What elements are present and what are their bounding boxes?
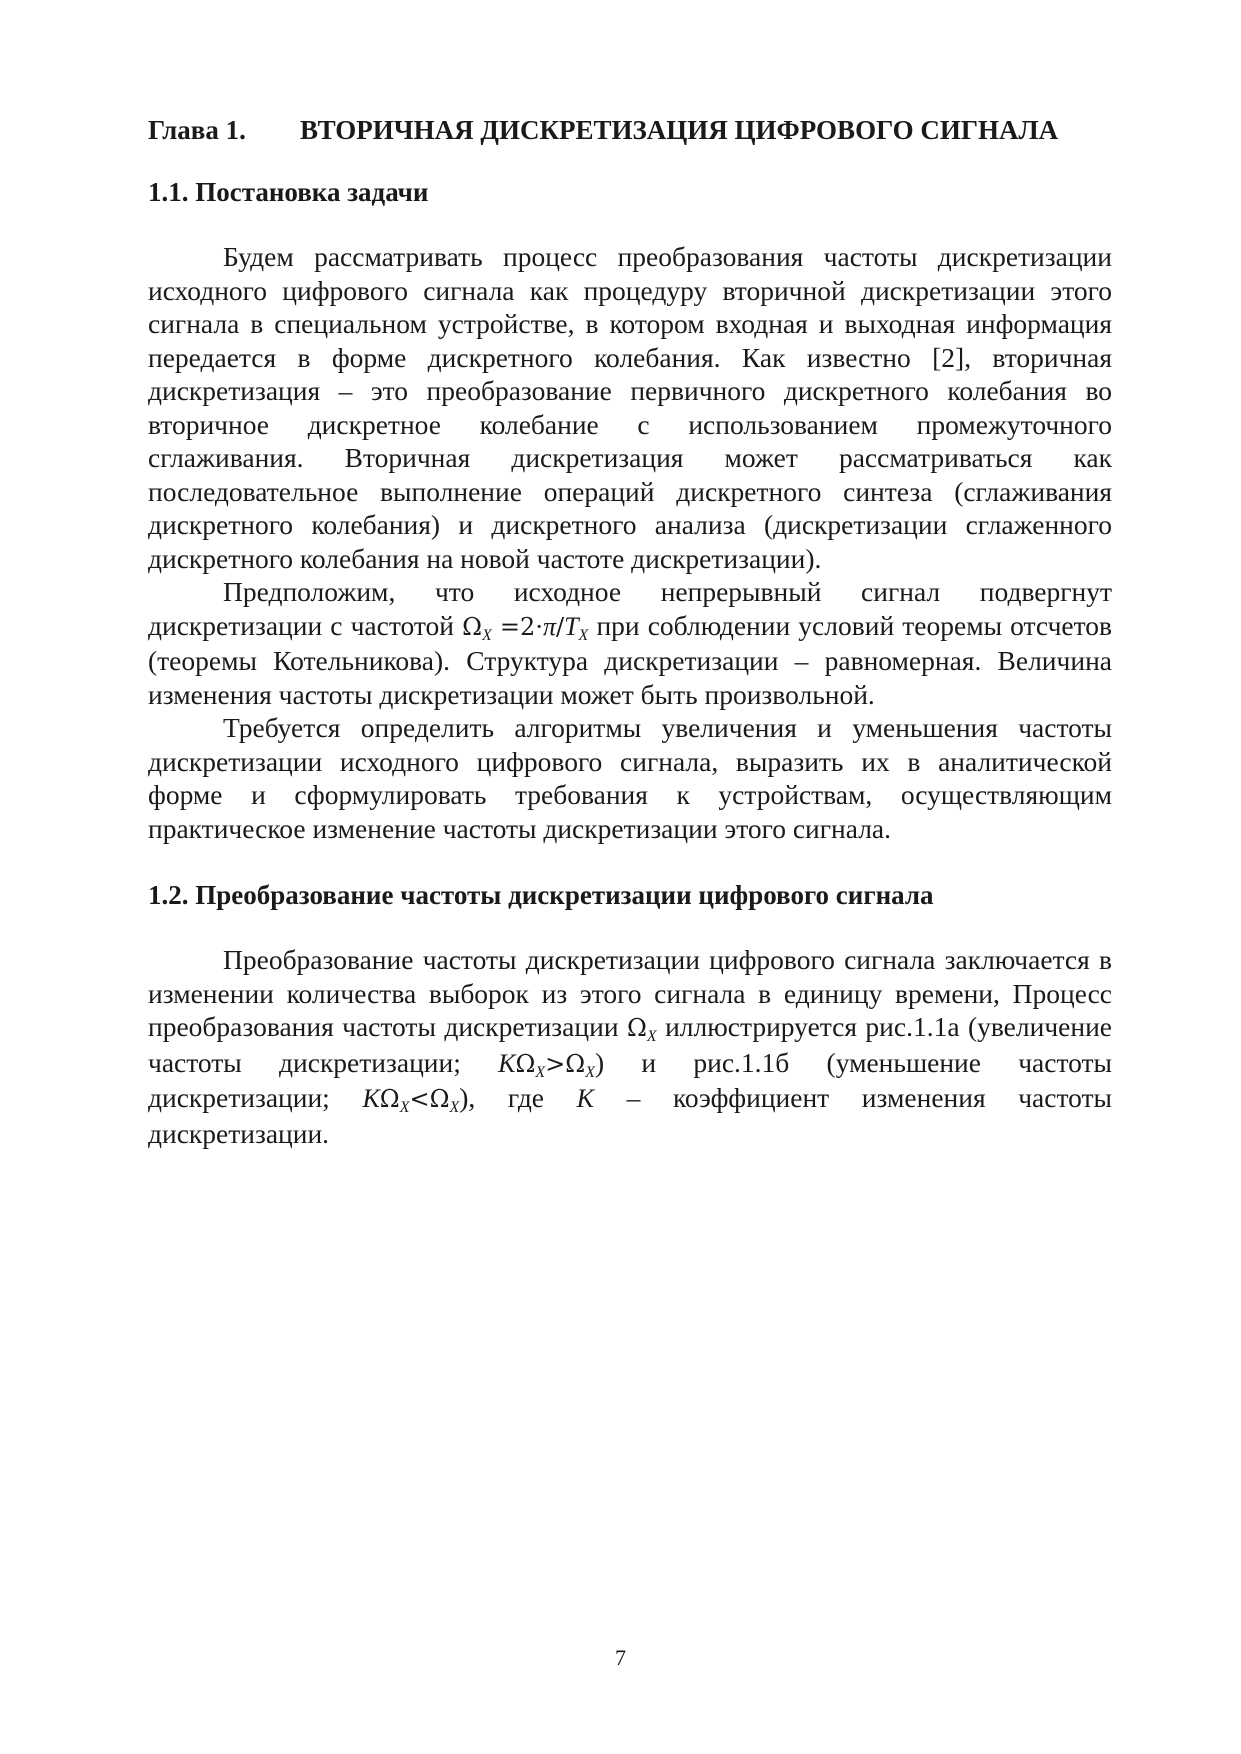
- section-1-1-body: [148, 240, 1112, 845]
- page-number: 7: [615, 1645, 626, 1670]
- paragraph-text: Преобразование частоты дискретизации цифрового сигнала заключается в изменении количества выборок из этого сигнала в единицу времени, Процесс преобразования частоты дискретизации: [148, 944, 1112, 1042]
- formula-decrease: $K\Omega_X<\Omega_X$: [362, 1084, 460, 1116]
- sampling-frequency-formula: $\Omega_X =2\cdot\pi/T_X$: [462, 611, 589, 644]
- paragraph-text: при соблюдении условий теоремы отсчетов (теоремы Котельникова). Структура дискретизации – равномерная. Величина изменения частоты дискретизации может быть произвольной.: [148, 609, 1112, 710]
- chapter-title: ВТОРИЧНАЯ ДИСКРЕТИЗАЦИЯ ЦИФРОВОГО СИГНАЛА: [300, 115, 1059, 145]
- chapter-number: Глава 1.: [148, 115, 246, 145]
- formula-omega-x: $\Omega_X$: [626, 1014, 657, 1045]
- paragraph: Требуется определить алгоритмы увеличения и уменьшения частоты дискретизации исходного цифрового сигнала, выразить их в аналитической форме и сформулировать требования к устройствам, осуществляющим практическое изменение частоты дискретизации этого сигнала.: [148, 712, 1112, 844]
- paragraph-with-formula: [148, 575, 1112, 711]
- section-1-2-body: [148, 943, 1112, 1150]
- paragraph-text: иллюстрируется рис.1.1а (увеличение частоты дискретизации;: [148, 1011, 1112, 1078]
- paragraph-text: ) и рис.1.1б (уменьшение частоты дискретизации;: [148, 1046, 1113, 1113]
- paragraph-text: – коэффициент изменения частоты дискретизации.: [148, 1082, 1112, 1149]
- paragraph-text: Предположим, что исходное непрерывный сигнал подвергнут дискретизации с частотой: [148, 576, 1112, 641]
- paragraph-text: ), где: [459, 1082, 545, 1113]
- paragraph-with-formula: [148, 943, 1112, 1150]
- section-1-1-title: 1.1. Постановка задачи: [148, 177, 429, 207]
- formula-increase: $K\Omega_X>\Omega_X$: [498, 1048, 595, 1081]
- page-content: [148, 110, 1112, 1150]
- formula-k: K: [576, 1084, 594, 1113]
- section-1-2-title: 1.2. Преобразование частоты дискретизации цифрового сигнала: [148, 880, 934, 910]
- paragraph: Будем рассматривать процесс преобразования частоты дискретизации исходного цифрового сигнала как процедуру вторичной дискретизации этого сигнала в специальном устройстве, в котором входная и выходная информация передается в форме дискретного колебания. Как известно [2], вторичная дискретизация – это преобразование первичного дискретного колебания во вторичное дискретное колебание с использованием промежуточного сглаживания. Вторичная дискретизация может рассматриваться как последовательное выполнение операций дискретного синтеза (сглаживания дискретного колебания) и дискретного анализа (дискретизации сглаженного дискретного колебания на новой частоте дискретизации).: [148, 241, 1112, 574]
- chapter-heading: [148, 110, 1112, 150]
